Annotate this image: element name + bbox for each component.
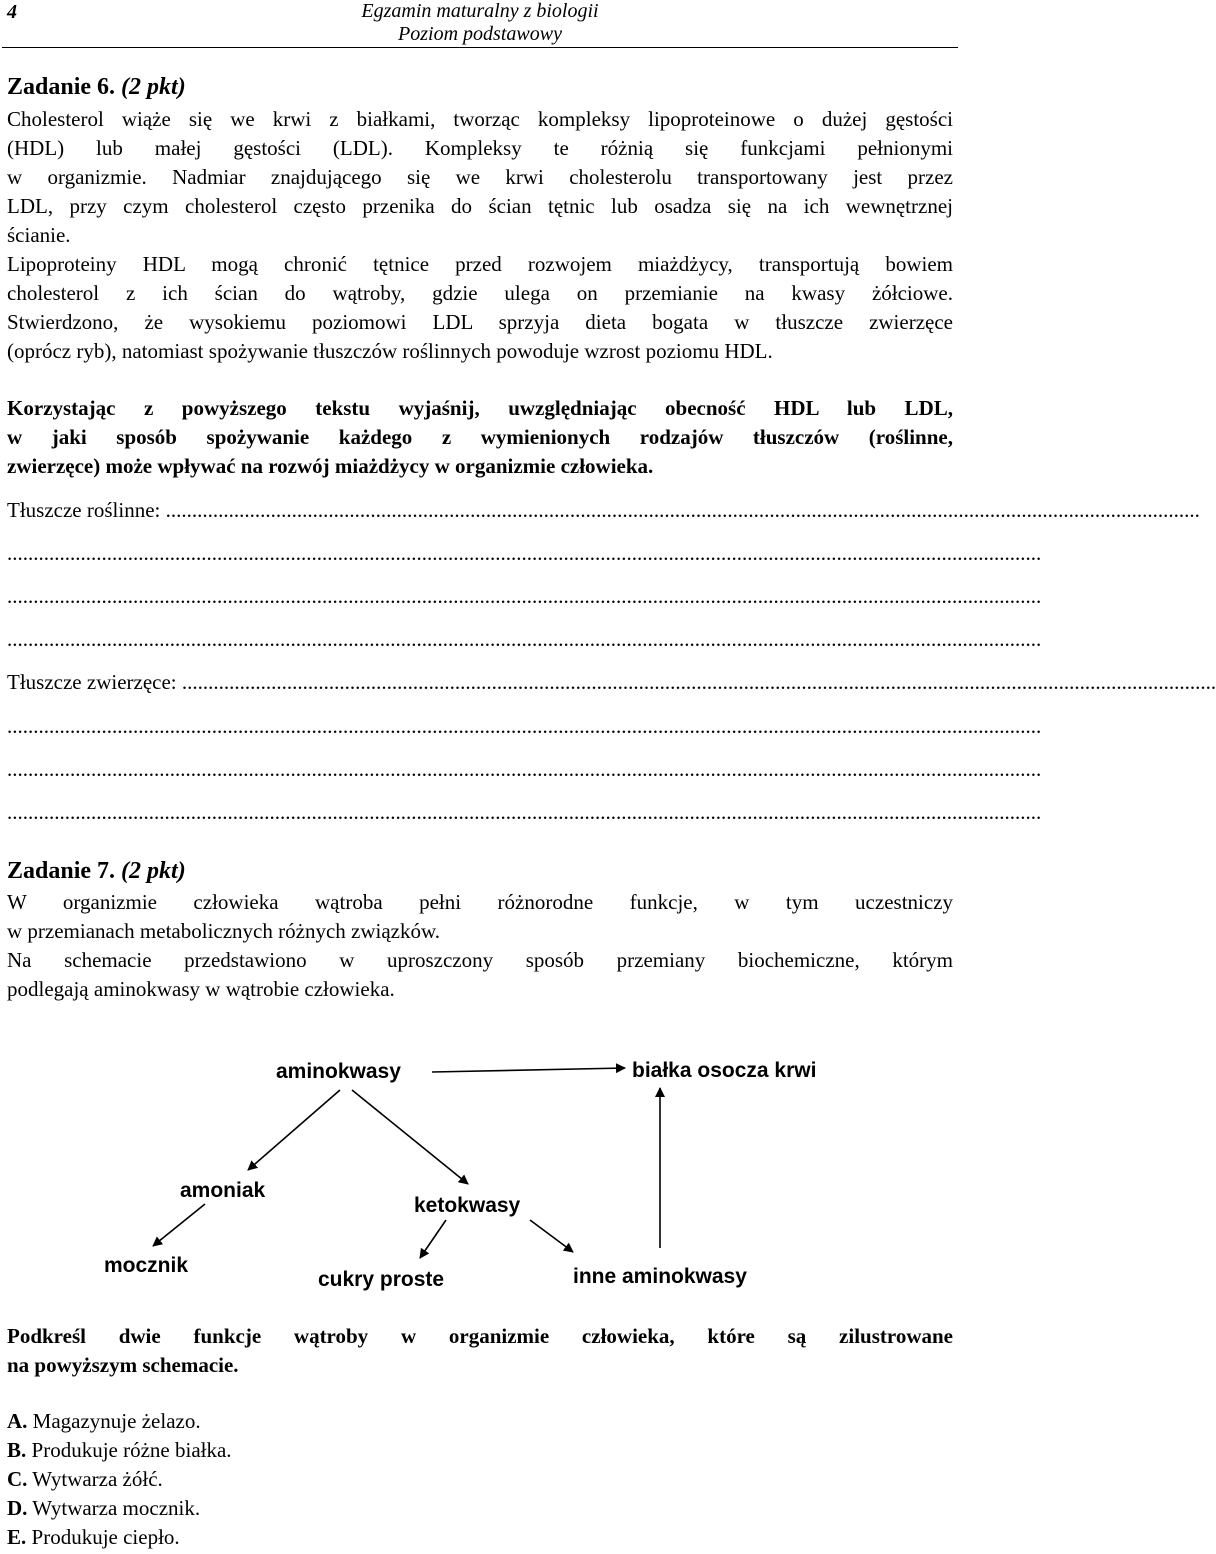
answer-animal-line-4[interactable] bbox=[7, 798, 1042, 827]
header-rule bbox=[2, 47, 958, 48]
task7-line-4: podlegają aminokwasy w wątrobie człowieka. bbox=[7, 977, 395, 1001]
arrow-to-mocznik bbox=[153, 1204, 205, 1246]
node-mocznik: mocznik bbox=[104, 1254, 189, 1277]
answer-animal-line[interactable] bbox=[7, 668, 1216, 697]
option-text: Produkuje ciepło. bbox=[31, 1525, 180, 1549]
answer-dots: ..................................................................................................................................................................................................... bbox=[7, 541, 1042, 565]
task6-instruction-2: w jaki sposób spożywanie każdego z wymienionych rodzajów tłuszczów (roślinne, bbox=[7, 425, 953, 449]
task6-line-2: (HDL) lub małej gęstości (LDL). Kompleksy te różnią się funkcjami pełnionymi bbox=[7, 136, 953, 160]
header-title: Egzamin maturalny z biologii bbox=[361, 0, 599, 22]
task7-instruction-2: na powyższym schemacie. bbox=[7, 1353, 239, 1377]
task7-title bbox=[7, 857, 186, 885]
option-b[interactable] bbox=[7, 1437, 232, 1463]
answer-dots: ..................................................................................................................................................................................................... bbox=[165, 498, 1200, 522]
task6-line-1: Cholesterol wiąże się we krwi z białkami, tworząc kompleksy lipoproteinowe o dużej gęstości bbox=[7, 107, 953, 131]
arrow-to-amoniak bbox=[248, 1090, 340, 1170]
arrow-to-inne bbox=[530, 1220, 573, 1252]
node-inne-aminokwasy: inne aminokwasy bbox=[573, 1265, 747, 1288]
task6-line-6: Lipoproteiny HDL mogą chronić tętnice przed rozwojem miażdżycy, transportują bowiem bbox=[7, 252, 953, 276]
task6-title bbox=[7, 73, 186, 101]
task7-line-2: w przemianach metabolicznych różnych związków. bbox=[7, 919, 441, 943]
task6-line-7: cholesterol z ich ścian do wątroby, gdzie ulega on przemianie na kwasy żółciowe. bbox=[7, 281, 953, 305]
option-letter: C. bbox=[7, 1467, 28, 1491]
task7-points: (2 pkt) bbox=[121, 858, 186, 884]
task7-line-3: Na schemacie przedstawiono w uproszczony sposób przemiany biochemiczne, którym bbox=[7, 948, 953, 972]
option-letter: D. bbox=[7, 1496, 28, 1520]
header-subtitle: Poziom podstawowy bbox=[398, 23, 562, 45]
option-text: Wytwarza żółć. bbox=[32, 1467, 163, 1491]
task6-line-3: w organizmie. Nadmiar znajdującego się we krwi cholesterolu transportowany jest przez bbox=[7, 165, 953, 189]
answer-animal-line-3[interactable] bbox=[7, 755, 1042, 784]
option-letter: B. bbox=[7, 1438, 27, 1462]
option-text: Produkuje różne białka. bbox=[31, 1438, 232, 1462]
task6-title-label: Zadanie 6. bbox=[7, 74, 116, 100]
task7-line-1: W organizmie człowieka wątroba pełni różnorodne funkcje, w tym uczestniczy bbox=[7, 890, 953, 914]
answer-dots: ..................................................................................................................................................................................................... bbox=[7, 627, 1042, 651]
option-a[interactable] bbox=[7, 1408, 201, 1434]
node-ketokwasy: ketokwasy bbox=[414, 1194, 521, 1217]
task6-line-5: ścianie. bbox=[7, 223, 71, 247]
option-e[interactable] bbox=[7, 1524, 180, 1550]
answer-dots: ..................................................................................................................................................................................................... bbox=[181, 670, 1216, 694]
node-cukry-proste: cukry proste bbox=[318, 1268, 445, 1291]
option-letter: E. bbox=[7, 1525, 27, 1549]
task7-instruction-1: Podkreśl dwie funkcje wątroby w organizmie człowieka, które są zilustrowane bbox=[7, 1324, 953, 1348]
answer-dots: ..................................................................................................................................................................................................... bbox=[7, 757, 1042, 781]
node-aminokwasy: aminokwasy bbox=[276, 1060, 401, 1083]
answer-dots: ..................................................................................................................................................................................................... bbox=[7, 714, 1042, 738]
answer-animal-label: Tłuszcze zwierzęce: bbox=[7, 670, 182, 694]
option-text: Wytwarza mocznik. bbox=[32, 1496, 201, 1520]
answer-plant-line-4[interactable] bbox=[7, 625, 1042, 654]
answer-plant-line-2[interactable] bbox=[7, 539, 1042, 568]
option-letter: A. bbox=[7, 1409, 28, 1433]
option-d[interactable] bbox=[7, 1495, 200, 1521]
answer-animal-line-2[interactable] bbox=[7, 712, 1042, 741]
answer-plant-label: Tłuszcze roślinne: bbox=[7, 498, 166, 522]
task6-line-8: Stwierdzono, że wysokiemu poziomowi LDL sprzyja dieta bogata w tłuszcze zwierzęce bbox=[7, 310, 953, 334]
answer-dots: ..................................................................................................................................................................................................... bbox=[7, 800, 1042, 824]
page-number: 4 bbox=[7, 1, 17, 23]
arrow-to-ketokwasy bbox=[352, 1090, 468, 1184]
option-c[interactable] bbox=[7, 1466, 163, 1492]
option-text: Magazynuje żelazo. bbox=[32, 1409, 201, 1433]
task6-instruction-1: Korzystając z powyższego tekstu wyjaśnij, uwzględniając obecność HDL lub LDL, bbox=[7, 396, 953, 420]
liver-amino-acid-diagram bbox=[0, 1040, 960, 1300]
answer-plant-line[interactable] bbox=[7, 496, 1200, 525]
arrow-to-bialka bbox=[432, 1068, 625, 1072]
task7-title-label: Zadanie 7. bbox=[7, 858, 116, 884]
task6-instruction-3: zwierzęce) może wpływać na rozwój miażdżycy w organizmie człowieka. bbox=[7, 454, 654, 478]
arrow-to-cukry bbox=[420, 1220, 446, 1258]
answer-plant-line-3[interactable] bbox=[7, 582, 1042, 611]
answer-dots: ..................................................................................................................................................................................................... bbox=[7, 584, 1042, 608]
node-amoniak: amoniak bbox=[180, 1179, 266, 1202]
task6-line-4: LDL, przy czym cholesterol często przenika do ścian tętnic lub osadza się na ich wewnętrznej bbox=[7, 194, 953, 218]
node-bialka-osocza: białka osocza krwi bbox=[632, 1059, 817, 1082]
task6-points: (2 pkt) bbox=[121, 74, 186, 100]
task6-line-9: (oprócz ryb), natomiast spożywanie tłuszczów roślinnych powoduje wzrost poziomu HDL. bbox=[7, 339, 773, 363]
